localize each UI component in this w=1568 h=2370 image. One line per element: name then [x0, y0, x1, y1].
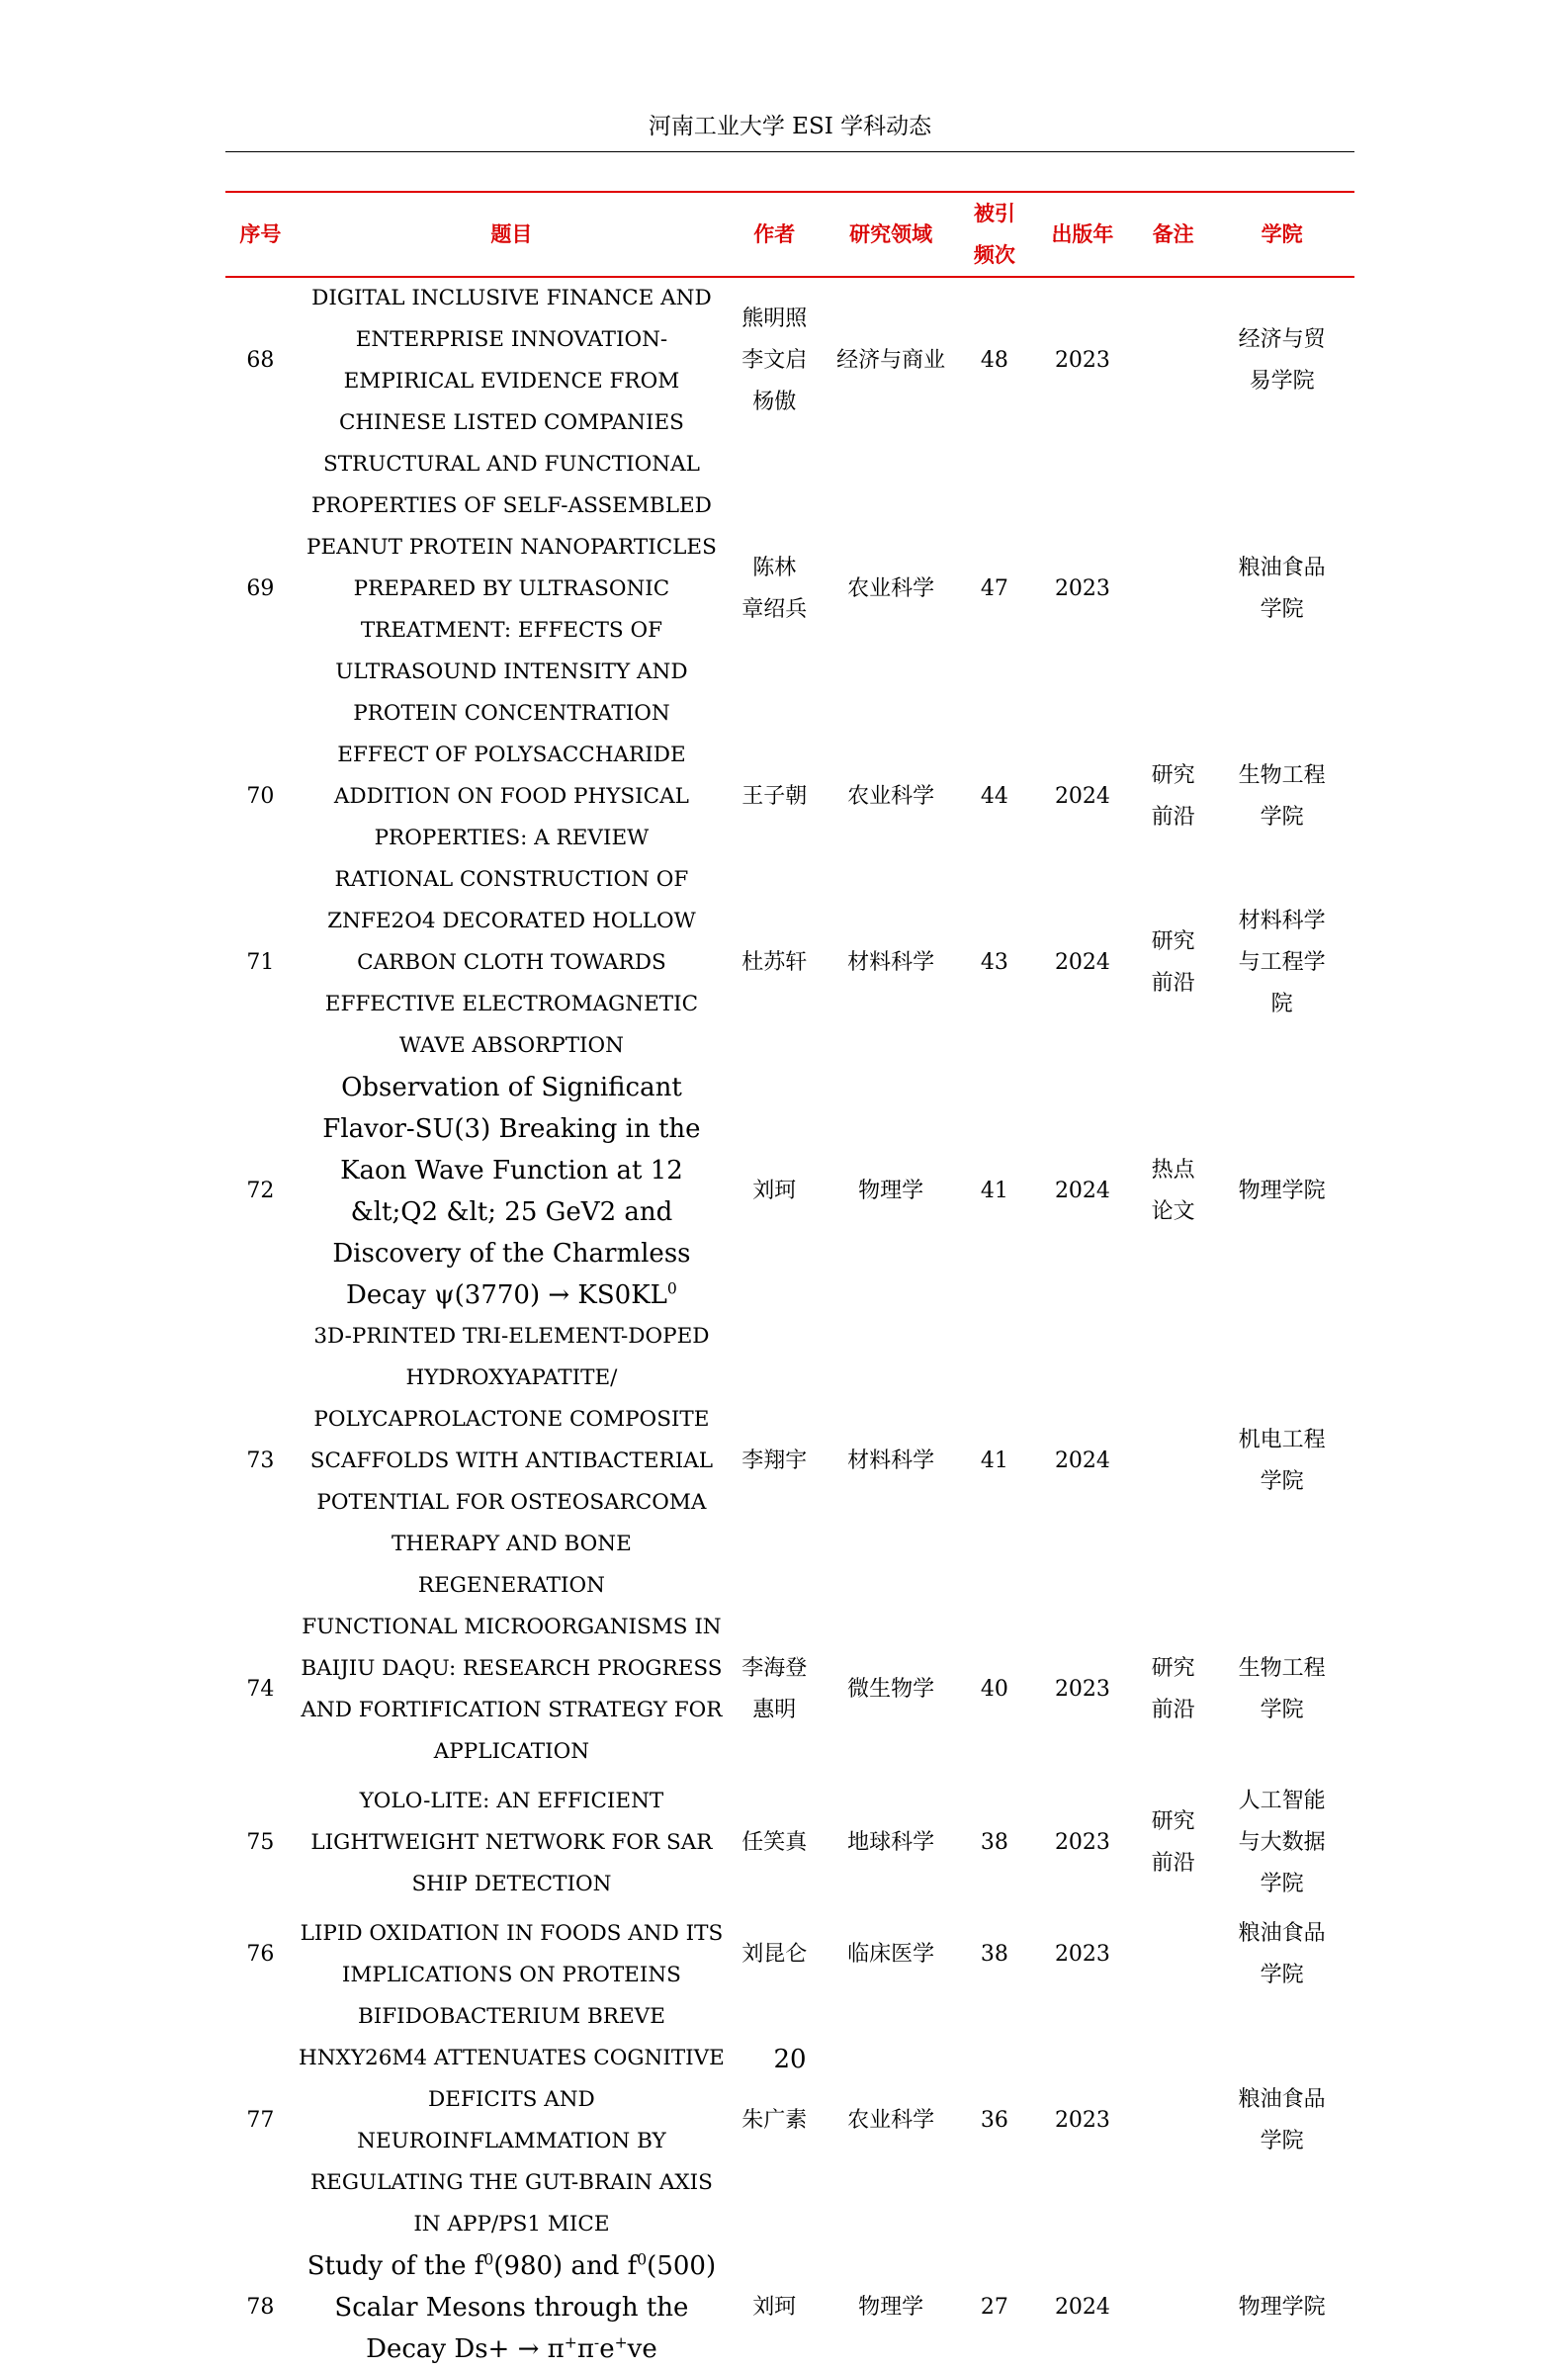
- row-cites: 38: [980, 1942, 1008, 1967]
- row-title-part: ve: [627, 2334, 657, 2364]
- row-note: [1137, 2245, 1209, 2370]
- row-no: 68: [246, 348, 275, 373]
- row-note: 热点 论文: [1151, 1158, 1195, 1224]
- row-note: [1137, 1316, 1209, 1607]
- row-note: 研究 前沿: [1151, 1809, 1195, 1876]
- row-title-part: π: [576, 2334, 594, 2364]
- row-title-sup: +: [614, 2333, 628, 2352]
- row-note: 研究 前沿: [1151, 1656, 1195, 1722]
- row-cites: 48: [980, 348, 1008, 373]
- row-year: 2024: [1054, 784, 1110, 809]
- page-header: 河南工业大学 ESI 学科动态: [648, 114, 932, 139]
- table-row: [225, 1607, 1354, 1773]
- row-note: 研究 前沿: [1151, 763, 1195, 830]
- row-title-sup: +: [564, 2333, 577, 2352]
- row-field: 材料科学: [847, 1448, 935, 1473]
- row-field: 材料科学: [847, 950, 935, 975]
- row-title: RATIONAL CONSTRUCTION OF ZNFE2O4 DECORATED HOLLOW CARBON CLOTH TOWARDS EFFECTIVE ELECTROMAGNETIC WAVE ABSORPTION: [324, 867, 699, 1058]
- row-college: 粮油食品 学院: [1238, 556, 1326, 622]
- col-header-field: 研究领域: [821, 192, 960, 277]
- row-title: [296, 1067, 728, 1316]
- row-no: 69: [246, 576, 275, 601]
- row-college: 物理学院: [1238, 2295, 1326, 2320]
- row-title: [296, 2245, 728, 2370]
- row-author: 李海登 惠明: [741, 1656, 808, 1722]
- col-header-year: 出版年: [1028, 192, 1137, 277]
- row-year: 2023: [1054, 576, 1110, 601]
- table-row: [225, 1067, 1354, 1316]
- row-cites: 27: [980, 2295, 1008, 2320]
- row-title-sup: 0: [483, 2250, 494, 2269]
- row-title-sup: 0: [637, 2250, 648, 2269]
- table-row: [225, 1913, 1354, 1996]
- row-cites: 41: [980, 1448, 1008, 1473]
- row-cites: 38: [980, 1830, 1008, 1855]
- row-field: 农业科学: [847, 2108, 935, 2133]
- table-row: [225, 444, 1354, 735]
- row-no: 71: [246, 950, 275, 975]
- table-row: [225, 277, 1354, 444]
- row-college: 粮油食品 学院: [1238, 1921, 1326, 1987]
- table-row: [225, 859, 1354, 1067]
- row-no: 72: [246, 1179, 275, 1203]
- row-author: 刘珂: [752, 2295, 797, 2320]
- row-note: [1137, 277, 1209, 444]
- row-author: 熊明照 李文启 杨傲: [741, 307, 808, 414]
- row-field: 地球科学: [847, 1830, 935, 1855]
- col-header-college: 学院: [1209, 192, 1354, 277]
- header-rule: [225, 151, 1354, 152]
- col-header-no: 序号: [225, 192, 296, 277]
- col-header-author: 作者: [728, 192, 821, 277]
- row-cites: 43: [980, 950, 1008, 975]
- row-field: 农业科学: [847, 784, 935, 809]
- row-title-part: (500) Scalar Mesons through the Decay Ds+ → π: [334, 2251, 717, 2364]
- page-number: 20: [773, 2045, 807, 2074]
- row-title: STRUCTURAL AND FUNCTIONAL PROPERTIES OF SELF-ASSEMBLED PEANUT PROTEIN NANOPARTICLES PREPARED BY ULTRASONIC TREATMENT: EFFECTS OF ULTRASOUND INTENSITY AND PROTEIN CONCENTRATION: [306, 452, 717, 726]
- row-field: 经济与商业: [836, 348, 946, 373]
- row-field: 临床医学: [847, 1942, 935, 1967]
- row-title-sup: 0: [666, 1279, 677, 1298]
- row-author: 李翔宇: [741, 1448, 808, 1473]
- row-title-text: Observation of Significant Flavor-SU(3) Breaking in the Kaon Wave Function at 12 &lt;Q2 &lt; 25 GeV2 and Discovery of the Charmless Decay ψ(3770) → KS0KL: [322, 1073, 701, 1310]
- row-year: 2023: [1054, 2108, 1110, 2133]
- row-field: 物理学: [858, 1179, 924, 1203]
- row-author: 杜苏轩: [741, 950, 808, 975]
- row-year: 2024: [1054, 1448, 1110, 1473]
- row-year: 2023: [1054, 1942, 1110, 1967]
- row-no: 70: [246, 784, 275, 809]
- table-row: [225, 735, 1354, 859]
- row-cites: 41: [980, 1179, 1008, 1203]
- row-college: 物理学院: [1238, 1179, 1326, 1203]
- row-title: BIFIDOBACTERIUM BREVE HNXY26M4 ATTENUATES COGNITIVE DEFICITS AND NEUROINFLAMMATION BY REGULATING THE GUT-BRAIN AXIS IN APP/PS1 MICE: [298, 2004, 725, 2237]
- row-college: 经济与贸 易学院: [1238, 327, 1326, 394]
- row-title-part: Study of the f: [306, 2251, 484, 2281]
- table-row: [225, 1773, 1354, 1913]
- table-row: [225, 2245, 1354, 2370]
- col-header-cites: 被引 频次: [961, 192, 1028, 277]
- row-no: 75: [246, 1830, 275, 1855]
- row-author: 刘昆仑: [741, 1942, 808, 1967]
- row-cites: 44: [980, 784, 1008, 809]
- col-header-note: 备注: [1137, 192, 1209, 277]
- row-note: [1137, 444, 1209, 735]
- row-college: 生物工程 学院: [1238, 1656, 1326, 1722]
- row-cites: 40: [980, 1677, 1008, 1702]
- row-note: [1137, 1996, 1209, 2245]
- row-year: 2024: [1054, 950, 1110, 975]
- row-author: 陈林 章绍兵: [741, 556, 808, 622]
- row-note: 研究 前沿: [1151, 929, 1195, 996]
- row-no: 76: [246, 1942, 275, 1967]
- row-field: 农业科学: [847, 576, 935, 601]
- row-year: 2024: [1054, 1179, 1110, 1203]
- row-title-part: e: [599, 2334, 615, 2364]
- row-college: 生物工程 学院: [1238, 763, 1326, 830]
- row-title: 3D-PRINTED TRI-ELEMENT-DOPED HYDROXYAPATITE/ POLYCAPROLACTONE COMPOSITE SCAFFOLDS WITH ANTIBACTERIAL POTENTIAL FOR OSTEOSARCOMA THERAPY AND BONE REGENERATION: [309, 1324, 714, 1598]
- table-row: [225, 1316, 1354, 1607]
- row-college: 材料科学 与工程学 院: [1238, 909, 1326, 1016]
- table-header-row: [225, 192, 1354, 277]
- row-title: EFFECT OF POLYSACCHARIDE ADDITION ON FOOD PHYSICAL PROPERTIES: A REVIEW: [333, 743, 689, 850]
- row-no: 77: [246, 2108, 275, 2133]
- row-author: 王子朝: [741, 784, 808, 809]
- row-author: 刘珂: [752, 1179, 797, 1203]
- row-title: LIPID OXIDATION IN FOODS AND ITS IMPLICATIONS ON PROTEINS: [300, 1921, 724, 1987]
- row-cites: 47: [980, 576, 1008, 601]
- row-title-sup: -: [593, 2333, 600, 2352]
- row-note: [1137, 1913, 1209, 1996]
- row-college: 人工智能 与大数据 学院: [1238, 1789, 1326, 1896]
- row-title: FUNCTIONAL MICROORGANISMS IN BAIJIU DAQU: RESEARCH PROGRESS AND FORTIFICATION STRATEGY FOR APPLICATION: [301, 1615, 723, 1764]
- row-college: 机电工程 学院: [1238, 1428, 1326, 1494]
- table-row: [225, 1996, 1354, 2245]
- row-field: 物理学: [858, 2295, 924, 2320]
- row-year: 2023: [1054, 1830, 1110, 1855]
- row-year: 2023: [1054, 1677, 1110, 1702]
- row-no: 78: [246, 2295, 275, 2320]
- row-author: 朱广素: [741, 2108, 808, 2133]
- row-title-part: (980) and f: [493, 2251, 638, 2281]
- row-college: 粮油食品 学院: [1238, 2087, 1326, 2153]
- row-no: 73: [246, 1448, 275, 1473]
- row-field: 微生物学: [847, 1677, 935, 1702]
- row-year: 2024: [1054, 2295, 1110, 2320]
- row-cites: 36: [980, 2108, 1008, 2133]
- row-title: DIGITAL INCLUSIVE FINANCE AND ENTERPRISE INNOVATION-EMPIRICAL EVIDENCE FROM CHINESE LISTED COMPANIES: [311, 286, 712, 435]
- row-no: 74: [246, 1677, 275, 1702]
- row-title: YOLO-LITE: AN EFFICIENT LIGHTWEIGHT NETWORK FOR SAR SHIP DETECTION: [310, 1789, 713, 1896]
- col-header-title: 题目: [296, 192, 728, 277]
- row-year: 2023: [1054, 348, 1110, 373]
- row-author: 任笑真: [741, 1830, 808, 1855]
